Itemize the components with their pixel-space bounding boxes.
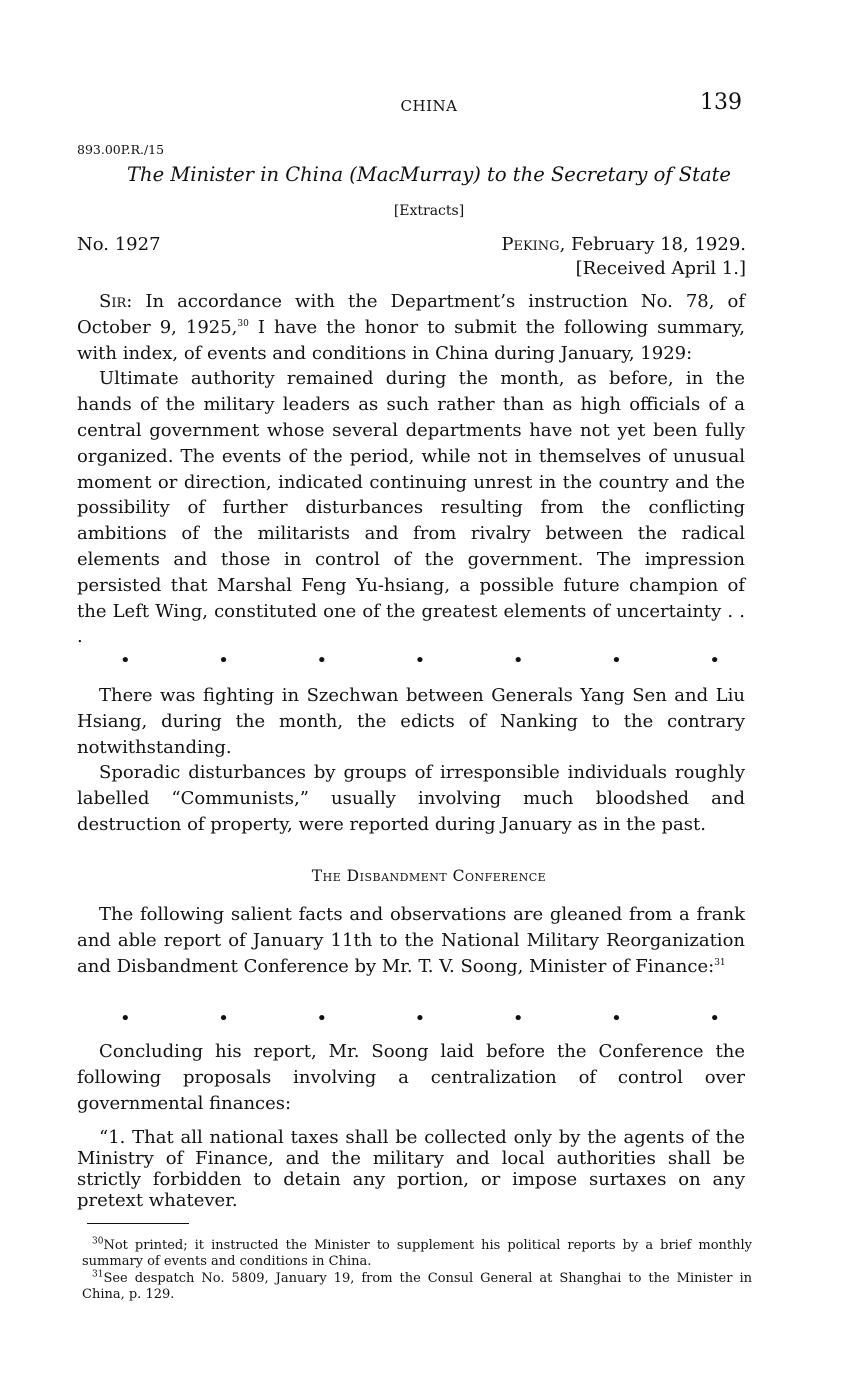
paragraph-5-text: The following salient facts and observations are gleaned from a frank and able report of January 11th to the National Military Reorganization and Disbandment Conference by Mr. T. V. Soong, Minister of Finance: xyxy=(77,904,745,977)
document-title: The Minister in China (MacMurray) to the Secretary of State xyxy=(127,163,731,186)
salutation: Sir xyxy=(99,291,127,312)
section-heading: The Disbandment Conference xyxy=(311,867,547,885)
running-head: CHINA xyxy=(400,97,458,115)
body-section-3 xyxy=(77,902,745,979)
omission-dot: • xyxy=(414,650,426,671)
footnote-text: Not printed; it instructed the Minister to supplement his political reports by a brief monthly summary of events and conditions in China. xyxy=(82,1238,752,1269)
footnote-ref-30: 30 xyxy=(237,318,249,329)
omission-dot: • xyxy=(512,1008,524,1029)
body-section-1 xyxy=(77,289,745,650)
footnote-30 xyxy=(82,1238,752,1269)
omission-dot: • xyxy=(709,650,720,671)
omission-dots-2 xyxy=(120,1008,720,1029)
omission-dot: • xyxy=(414,1008,426,1029)
body-section-2 xyxy=(77,683,745,838)
received-date: [Received April 1.] xyxy=(575,258,746,279)
paragraph-4: Sporadic disturbances by groups of irresponsible individuals roughly labelled “Communists,” usually involving much bloodshed and destruction of property, were reported during January as in the past. xyxy=(77,762,745,835)
omission-dot: • xyxy=(218,650,229,671)
omission-dot: • xyxy=(316,1008,328,1029)
omission-dot: • xyxy=(218,1008,229,1029)
paragraph-1 xyxy=(77,289,745,366)
footnote-31 xyxy=(82,1271,752,1302)
dateline-date: , February 18, 1929. xyxy=(559,234,746,255)
paragraph-6: Concluding his report, Mr. Soong laid before the Conference the following proposals involving a centralization of control over governmental finances: xyxy=(77,1041,745,1114)
footnote-mark: 30 xyxy=(92,1236,104,1247)
footnote-ref-31: 31 xyxy=(714,957,726,968)
file-number: 893.00P.R./15 xyxy=(77,142,165,157)
despatch-number: No. 1927 xyxy=(77,234,161,255)
omission-dot: • xyxy=(316,650,328,671)
paragraph-1-text-a: : In accordance with the Department’s instruction No. 78, of October 9, 1925, xyxy=(77,291,745,338)
dateline xyxy=(501,234,746,255)
omission-dot: • xyxy=(709,1008,720,1029)
quote-paragraph: “1. That all national taxes shall be collected only by the agents of the Ministry of Finance, and the military and local authorities shall be strictly forbidden to detain any portion, or impose surtaxes on any pretext whatever. xyxy=(77,1127,745,1211)
paragraph-5 xyxy=(77,902,745,979)
omission-dot: • xyxy=(120,650,131,671)
omission-dots-1 xyxy=(120,650,720,671)
footnote-rule xyxy=(87,1223,189,1224)
document-subtitle: [Extracts] xyxy=(393,203,465,219)
footnote-text: See despatch No. 5809, January 19, from the Consul General at Shanghai to the Minister in China, p. 129. xyxy=(82,1271,752,1302)
page-number: 139 xyxy=(700,90,742,115)
paragraph-2: Ultimate authority remained during the month, as before, in the hands of the military leaders as such rather than as high officials of a central government whose several departments have not yet been fully organized. The events of the period, while not in themselves of unusual moment or direction, indicated continuing unrest in the country and the possibility of further disturbances resulting from the conflicting ambitions of the militarists and from rivalry between the radical elements and those in control of the government. The impression persisted that Marshal Feng Yu-hsiang, a possible future champion of the Left Wing, constituted one of the greatest elements of uncertainty . . . xyxy=(77,368,745,648)
omission-dot: • xyxy=(120,1008,131,1029)
footnote-mark: 31 xyxy=(92,1269,104,1280)
omission-dot: • xyxy=(611,1008,622,1029)
quoted-proposal xyxy=(77,1127,745,1211)
body-section-4 xyxy=(77,1039,745,1116)
dateline-place: Peking xyxy=(501,234,560,255)
paragraph-1-text-b: I have the honor to submit the following summary, with index, of events and conditions in China during January, 1929: xyxy=(77,316,745,364)
omission-dot: • xyxy=(512,650,524,671)
omission-dot: • xyxy=(611,650,622,671)
paragraph-3: There was fighting in Szechwan between Generals Yang Sen and Liu Hsiang, during the month, the edicts of Nanking to the contrary notwithstanding. xyxy=(77,685,745,758)
